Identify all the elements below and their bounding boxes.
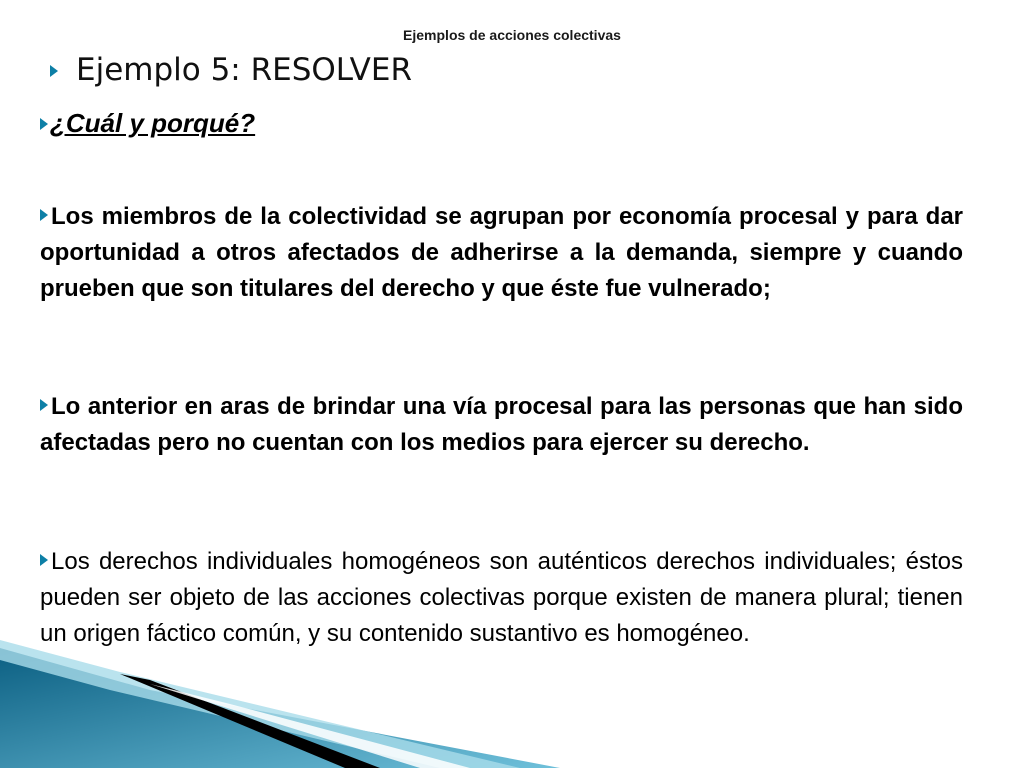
bullet-paragraph xyxy=(40,389,963,461)
bullet-paragraph-text: Los miembros de la colectividad se agrupan por economía procesal y para dar oportunidad a otros afectados de adherirse a la demanda, siempre y cuando prueben que son titulares del derecho y que éste fue vulnerado; xyxy=(40,203,963,302)
arrow-bullet-icon xyxy=(40,399,48,411)
slide-header: Ejemplos de acciones colectivas xyxy=(403,27,621,43)
arrow-bullet-icon xyxy=(40,209,48,221)
bullet-paragraph-text: Los derechos individuales homogéneos son auténticos derechos individuales; éstos pueden ser objeto de las acciones colectivas porque existen de manera plural; tienen un origen fáctico común, y su contenido sustantivo es homogéneo. xyxy=(40,548,963,647)
slide-subtitle xyxy=(40,108,255,139)
bullet-paragraph xyxy=(40,544,963,652)
slide-subtitle-text: ¿Cuál y porqué? xyxy=(50,108,256,138)
arrow-bullet-icon xyxy=(40,118,48,130)
bullet-paragraph xyxy=(40,199,963,307)
bullet-paragraph-text: Lo anterior en aras de brindar una vía procesal para las personas que han sido afectadas pero no cuentan con los medios para ejercer su derecho. xyxy=(40,393,963,456)
slide-title-text: Ejemplo 5: RESOLVER xyxy=(76,52,413,88)
arrow-bullet-icon xyxy=(50,65,58,77)
arrow-bullet-icon xyxy=(40,554,48,566)
slide-title xyxy=(50,52,412,88)
